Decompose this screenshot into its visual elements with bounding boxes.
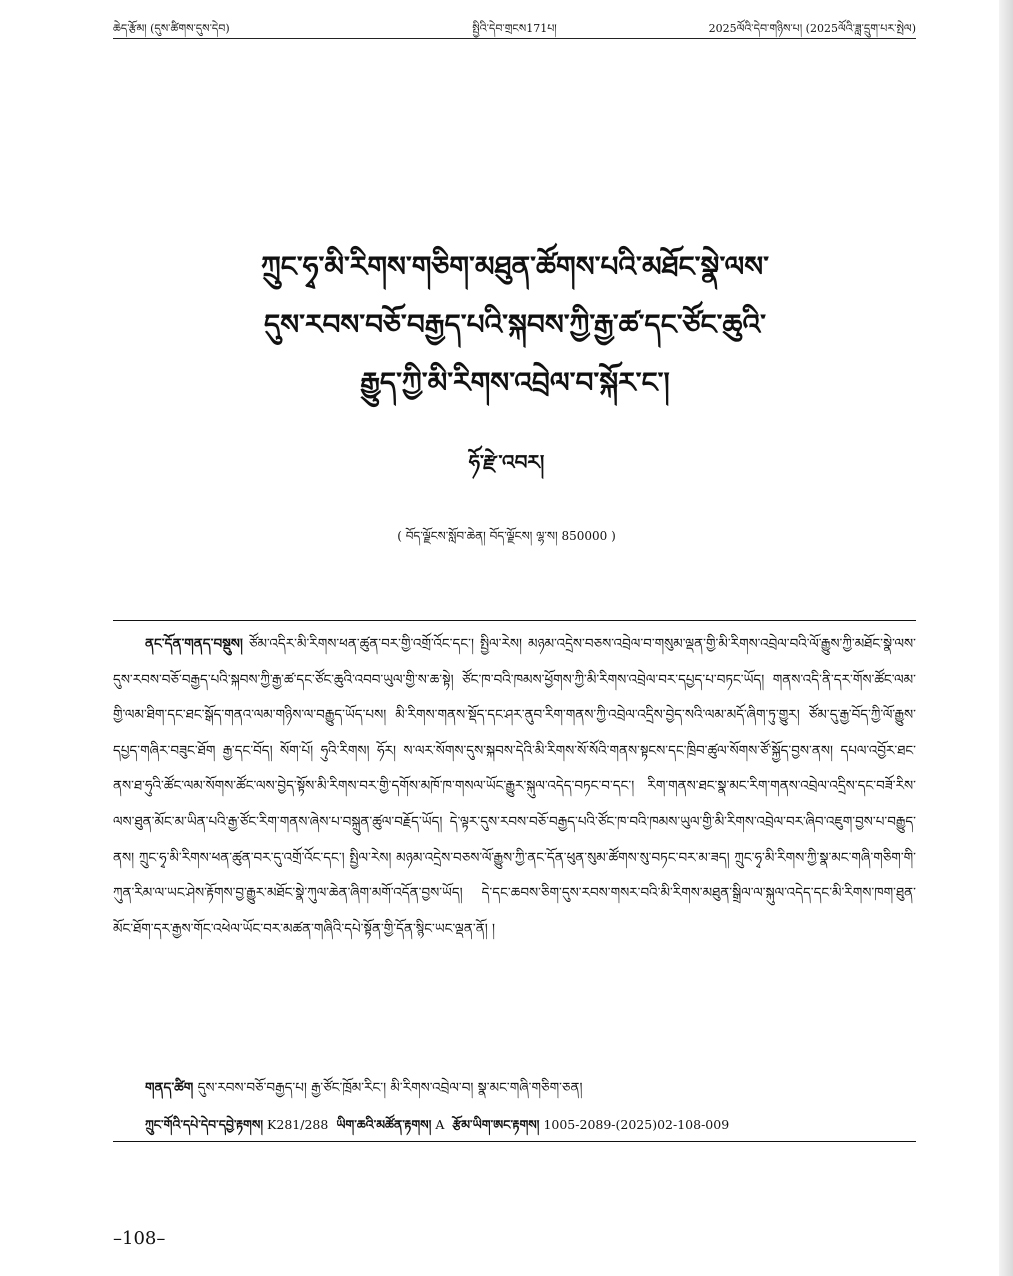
article-id-value: 1005-2089-(2025)02-108-009 bbox=[543, 1117, 730, 1132]
abstract-text: ཙོམ་འདིར་མི་རིགས་ཕན་ཚུན་བར་གྱི་འགྲོ་འོང་དང་། སྤྱིལ་རེས། མཉམ་འདྲེས་བཅས་འབྲེལ་བ་གསུམ་ལྡན་གྱི་མི་རིགས་འབྲེལ་བའི་ལོ་རྒྱུས་ཀྱི་མཐོང་སྣེ་ལས་དུས་རབས་བཅོ་བརྒྱད་པའི་སྐབས་ཀྱི་རྒྱ་ཚ་དང་ཙོང་ཆུའི་འབབ་ཡུལ་གྱི་ས་ཆ་སྟེ། ཙོང་ཁ་བའི་ཁམས་ཕྱོགས་ཀྱི་མི་རིགས་འབྲེལ་བར་དཔྱད་པ་བཏང་ཡོད། གནས་འདི་ནི་དར་གོས་ཚོང་ལམ་གྱི་ལམ་ཐིག་དང་ཐང་སྒོད་གནའ་ལམ་གཉིས་ལ་བརྒྱུད་ཡོད་པས། མི་རིགས་གནས་སྡོད་དང་ཤར་ནུབ་རིག་གནས་ཀྱི་འབྲེལ་འདྲིས་བྱེད་སའི་ལམ་མདོ་ཞིག་ཏུ་གྱུར། ཙོམ་དུ་རྒྱ་བོད་ཀྱི་ལོ་རྒྱུས་དཔྱད་གཞིར་བཟུང་ཐོག རྒྱ་དང་བོད། སོག་པོ། ཧུའི་རིགས། ཧོར། ས་ལར་སོགས་དུས་སྐབས་དེའི་མི་རིགས་སོ་སོའི་གནས་སྟངས་དང་ཁྲིབ་ཚུལ་སོགས་ཙོ་སྐྱོད་བྱས་ནས། དཔལ་འབྱོར་ཐང་ནས་ཐ་ཧུའི་ཚོང་ལམ་སོགས་ཚོང་ལས་བྱེད་སྟོས་མི་རིགས་བར་གྱི་དགོས་མཁོ་ཁ་གསལ་ཡོང་རྒྱུར་སྐུལ་འདེད་བཏང་བ་དང་། རིག་གནས་ཐང་སྣ་མང་རིག་གནས་འབྲེལ་འདྲིས་དང་བཟོ་རིས་ལས་ཐུན་མོང་མ་ཡིན་པའི་རྒྱ་ཙོང་རིག་གནས་ཞེས་པ་བསྐྲུན་ཚུལ་བརྗོད་ཡོད། དེ་ལྟར་དུས་རབས་བཅོ་བརྒྱད་པའི་ཙོང་ཁ་བའི་ཁམས་ཡུལ་གྱི་མི་རིགས་འབྲེལ་བར་ཞིབ་འཇུག་བྱས་པ་བརྒྱུད་ནས། ཀྲུང་ཧྭ་མི་རིགས་ཕན་ཚུན་བར་དུ་འགྲོ་འོང་དང་། སྤྱིལ་རེས། མཉམ་འདྲེས་བཅས་ལོ་རྒྱུས་ཀྱི་ནང་དོན་ཕུན་སུམ་ཚོགས་སུ་བཏང་བར་མ་ཟད། ཀྲུང་ཧྭ་མི་རིགས་ཀྱི་སྣ་མང་གཞི་གཅིག་གི་ཀུན་རིམ་ལ་ཡང་ཤེས་རྟོགས་བྱ་རྒྱུར་མཐོང་སྣེ་ཀུལ་ཆེན་ཞིག་མགོ་འདོན་བྱས་ཡོད། དེ་དང་ཆབས་ཅིག་དུས་རབས་གསར་བའི་མི་རིགས་མཐུན་སྒྲིལ་ལ་སྐུལ་འདེད་དང་མི་རིགས་ཁག་ཐུན་མོང་ཐོག་དར་རྒྱས་གོང་འཕེལ་ཡོང་བར་མཚན་གཞིའི་དཔེ་སྟོན་གྱི་དོན་སྙིང་ཡང་ལྡན་ནོ། ། bbox=[113, 636, 916, 937]
header-issue-number: སྤྱིའི་དེབ་གྲངས171པ། bbox=[472, 22, 557, 35]
title-line-3: རྒྱུད་ཀྱི་མི་རིགས་འབྲེལ་བ་སྐོར་ང་། bbox=[360, 366, 670, 399]
keywords-label: གནད་ཚིག bbox=[145, 1080, 194, 1096]
keywords-text: དུས་རབས་བཅོ་བརྒྱད་པ། རྒྱ་ཙོང་ཁྲོམ་རིང་། མི་རིགས་འབྲེལ་བ། སྣ་མང་གཞི་གཅིག་ཅན། bbox=[197, 1080, 583, 1096]
author-name: ཧོ་རྫེ་འབར། bbox=[468, 450, 545, 474]
header-issue-date: 2025ལོའི་དེབ་གཉིས་པ། (2025ལོའི་ཟླ་དྲུག་པར་སྤེལ) bbox=[708, 22, 916, 35]
abstract-label: ནང་དོན་གནད་བསྡུས། bbox=[145, 636, 243, 652]
article-title bbox=[150, 238, 880, 412]
title-line-2: དུས་རབས་བཅོ་བརྒྱད་པའི་སྐབས་ཀྱི་རྒྱ་ཚ་དང་ཙོང་ཆུའི་ bbox=[264, 308, 766, 341]
article-id-label: རྩོམ་ཡིག་ཨང་རྟགས། bbox=[452, 1117, 540, 1132]
abstract-paragraph bbox=[113, 627, 916, 1053]
classification-line bbox=[145, 1111, 729, 1146]
author-affiliation: ( བོད་ལྗོངས་སློབ་ཆེན། བོད་ལྗོངས། ལྷ་ས། 850000 ) bbox=[397, 529, 616, 543]
doc-code-label: ཡིག་ཆའི་མཚོན་རྟགས། bbox=[336, 1117, 432, 1132]
abstract-section bbox=[113, 620, 916, 1142]
doc-code-value: A bbox=[435, 1117, 445, 1132]
header-journal-section: ཆེད་རྩོམ། (དུས་ཚིགས་དུས་དེབ) bbox=[113, 22, 230, 35]
page-number: –108– bbox=[113, 1228, 166, 1249]
keywords-line bbox=[145, 1073, 583, 1111]
clc-value: K281/288 bbox=[267, 1117, 329, 1132]
running-header bbox=[113, 12, 916, 39]
clc-label: ཀྲུང་གོའི་དཔེ་དེབ་དབྱེ་རྟགས། bbox=[145, 1117, 264, 1132]
title-line-1: ཀྲུང་ཧྭ་མི་རིགས་གཅིག་མཐུན་ཚོགས་པའི་མཐོང་སྣེ་ལས་ bbox=[260, 250, 770, 283]
page-edge-shadow bbox=[999, 0, 1013, 1276]
